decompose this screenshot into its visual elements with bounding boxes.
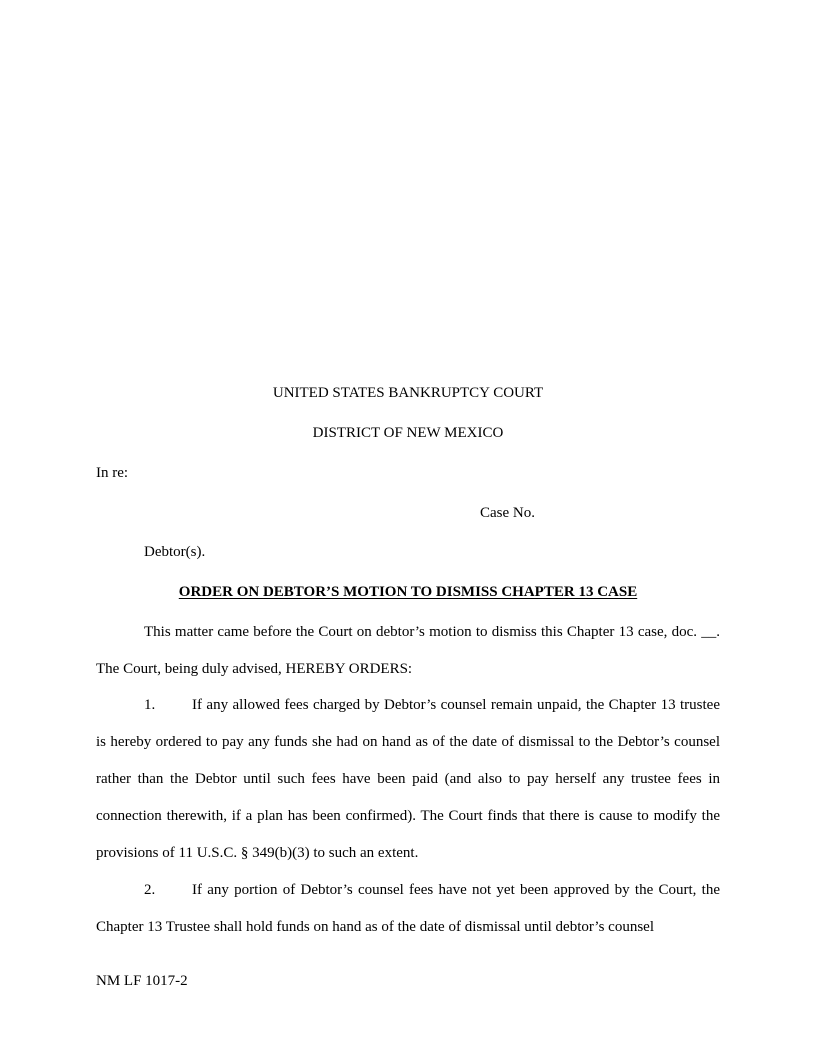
paragraph-number: 1. (144, 697, 156, 713)
paragraph-text: If any portion of Debtor’s counsel fees have not yet been approved by the Court, the Chapter 13 Trustee shall hold funds on hand as of the date of dismissal until debtor’s counsel (96, 882, 720, 935)
intro-paragraph: This matter came before the Court on debtor’s motion to dismiss this Chapter 13 case, doc. __. The Court, being duly advised, HEREBY ORDERS: (96, 624, 720, 677)
form-id-footer: NM LF 1017-2 (96, 973, 188, 989)
numbered-paragraph-1 (96, 687, 720, 872)
court-name-heading: UNITED STATES BANKRUPTCY COURT (272, 385, 544, 401)
paragraph-number: 2. (144, 882, 156, 898)
paragraph-text: If any allowed fees charged by Debtor’s counsel remain unpaid, the Chapter 13 trustee is hereby ordered to pay any funds she had on hand as of the date of dismissal to the Debtor’s counsel rather than the Debtor until such fees have been paid (and also to pay herself any trustee fees in connection therewith, if a plan has been confirmed). The Court finds that there is cause to modify the provisions of 11 U.S.C. § 349(b)(3) to such an extent. (96, 697, 720, 861)
district-heading: DISTRICT OF NEW MEXICO (312, 425, 504, 441)
order-title: ORDER ON DEBTOR’S MOTION TO DISMISS CHAPTER 13 CASE (178, 584, 638, 600)
in-re-label: In re: (96, 465, 129, 481)
case-number-label: Case No. (480, 505, 535, 521)
numbered-paragraph-2 (96, 872, 720, 946)
debtor-label: Debtor(s). (144, 544, 206, 560)
